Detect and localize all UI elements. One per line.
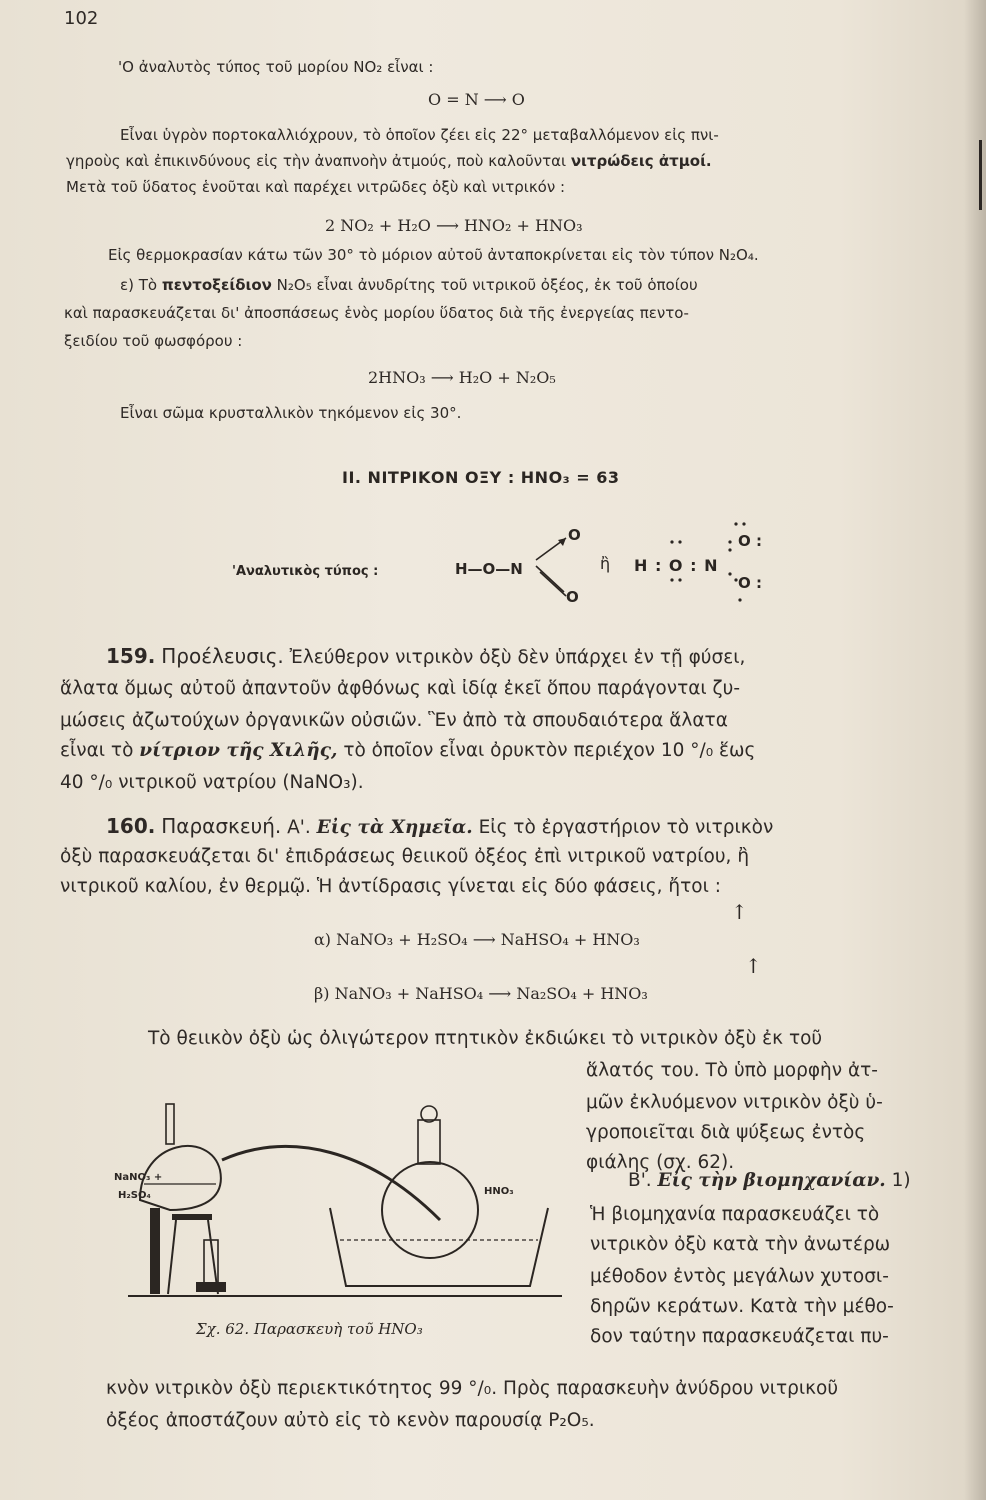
lewis-o-bottom: O : [738,574,762,592]
dot [670,578,673,581]
dot [738,598,741,601]
paragraph-line: μῶν ἐκλυόμενον νιτρικὸν ὀξὺ ὑ- [586,1092,883,1113]
equation: O = N ⟶ O [428,90,525,109]
section-title: ΙΙ. ΝΙΤΡΙΚΟΝ ΟΞΥ : HNO₃ = 63 [342,468,620,487]
paragraph-line: νιτρικοῦ καλίου, ἐν θερμῷ. Ἡ ἀντίδρασις γίνεται εἰς δύο φάσεις, ἤτοι : [60,876,721,897]
dot [728,540,731,543]
lewis-dots [660,516,770,606]
equation: 2 NO₂ + H₂O ⟶ HNO₂ + HNO₃ [325,216,583,235]
paragraph-line: νιτρικὸν ὀξὺ κατὰ τὴν ἀνωτέρω [590,1234,891,1255]
equation: 2HNO₃ ⟶ H₂O + N₂O₅ [368,368,556,387]
text-line: Εἰς θερμοκρασίαν κάτω τῶν 30° τὸ μόριον αὐτοῦ ἀνταποκρίνεται εἰς τὸν τύπον N₂O₄. [108,246,759,264]
water-funnel [418,1120,440,1164]
nitro-bonds-diagram [530,526,590,606]
lewis-formula: H : O : N [634,556,719,575]
dot [678,540,681,543]
paragraph-line: Τὸ θειικὸν ὀξὺ ὡς ὀλιγώτερον πτητικὸν ἐκδιώκει τὸ νιτρικὸν ὀξὺ ἐκ τοῦ [148,1028,823,1049]
dot [728,572,731,575]
paragraph-line: δηρῶν κεράτων. Κατὰ τὴν μέθο- [590,1296,894,1317]
paragraph-line: ὀξὺ παρασκευάζεται δι' ἐπιδράσεως θειικοῦ ὀξέος ἐπὶ νιτρικοῦ νατρίου, ἢ [60,846,750,867]
paragraph-line: Β'. Εἰς τὴν βιομηχανίαν. 1) [628,1170,911,1191]
figure-label: NaNO₃ + [114,1172,163,1183]
bond-line-down [536,566,564,592]
equation: α) NaNO₃ + H₂SO₄ ⟶ NaHSO₄ + HNO₃ [314,930,640,949]
atom-o-top: O [568,526,581,544]
up-arrow-icon: ↑ [731,900,748,924]
text-line: γηροὺς καὶ ἐπικινδύνους εἰς τὴν ἀναπνοὴν ἀτμούς, ποὺ καλοῦνται νιτρώδεις ἀτμοί. [66,152,712,170]
page-edge-shadow [964,0,986,1500]
text-line: ξειδίου τοῦ φωσφόρου : [64,332,243,350]
text-line: καὶ παρασκευάζεται δι' ἀποσπάσεως ἑνὸς μορίου ὕδατος διὰ τῆς ἐνεργείας πεντο- [64,304,689,322]
formula-label: 'Αναλυτικὸς τύπος : [232,564,379,579]
dot [734,522,737,525]
paragraph-line: δον ταύτην παρασκευάζεται πυ- [590,1326,889,1347]
paragraph-line: κνὸν νιτρικὸν ὀξὺ περιεκτικότητος 99 °/₀. Πρὸς παρασκευὴν ἀνύδρου νιτρικοῦ [106,1378,839,1399]
margin-mark [979,140,982,210]
dot [670,540,673,543]
paragraph-line: Ἡ βιομηχανία παρασκευάζει τὸ [590,1204,880,1225]
page-number: 102 [64,8,99,29]
thermometer-stopper [166,1104,174,1144]
structural-formula: H—O—N [455,560,523,578]
paragraph-line: 160. Παρασκευή. Α'. Εἰς τὰ Χημεῖα. Εἰς τὸ ἐργαστήριον τὸ νιτρικὸν [106,814,774,838]
paragraph-line: ἅλατός του. Τὸ ὑπὸ μορφὴν ἀτ- [586,1060,878,1081]
text-line: Εἶναι ὑγρὸν πορτοκαλλιόχρουν, τὸ ὁποῖον ζέει εἰς 22° μεταβαλλόμενον εἰς πνι- [120,126,719,144]
text-line: Εἶναι σῶμα κρυσταλλικὸν τηκόμενον εἰς 30°. [120,404,462,422]
text-line: ε) Τὸ πεντοξείδιον N₂O₅ εἶναι ἀνυδρίτης τοῦ νιτρικοῦ ὀξέος, ἐκ τοῦ ὁποίου [120,276,698,294]
atom-o-bottom: O [566,588,579,606]
figure-label: HNO₃ [484,1186,514,1197]
paragraph-line: ὀξέος ἀποστάζουν αὐτὸ εἰς τὸ κενὸν παρουσίᾳ P₂O₅. [106,1410,595,1431]
equation: β) NaNO₃ + NaHSO₄ ⟶ Na₂SO₄ + HNO₃ [314,984,648,1003]
paragraph-line: 40 °/₀ νιτρικοῦ νατρίου (NaNO₃). [60,772,364,793]
paragraph-line: 159. Προέλευσις. Ἐλεύθερον νιτρικὸν ὀξὺ δὲν ὑπάρχει ἐν τῇ φύσει, [106,644,746,668]
figure-caption: Σχ. 62. Παρασκευὴ τοῦ HNO₃ [196,1320,423,1338]
paragraph-line: ἅλατα ὅμως αὐτοῦ ἀπαντοῦν ἀφθόνως καὶ ἰδίᾳ ἐκεῖ ὅπου παράγονται ζυ- [60,678,740,699]
bond-line-down-double [540,572,566,596]
stand-leg [150,1208,160,1294]
distillation-apparatus-figure [110,1090,570,1310]
dot [734,578,737,581]
lewis-o-top: O : [738,532,762,550]
tripod-leg [168,1220,176,1294]
paragraph-line: γροποιεῖται διὰ ψύξεως ἐντὸς [586,1122,866,1143]
paragraph-line: μώσεις ἀζωτούχων ὀργανικῶν οὐσιῶν. Ἓν ἀπὸ τὰ σπουδαιότερα ἅλατα [60,710,728,731]
paragraph-line: εἶναι τὸ νίτριον τῆς Χιλῆς, τὸ ὁποῖον εἶναι ὀρυκτὸν περιέχον 10 °/₀ ἕως [60,740,756,761]
dot [742,522,745,525]
tripod-top [172,1214,212,1220]
figure-label: H₂SO₄ [118,1190,151,1201]
burner-base [196,1282,226,1292]
dot [728,548,731,551]
text-line: 'Ο ἀναλυτὸς τύπος τοῦ μορίου ΝΟ₂ εἶναι : [118,58,434,76]
paragraph-line: φιάλης (σχ. 62). [586,1152,735,1173]
paragraph-line: μέθοδον ἐντὸς μεγάλων χυτοσι- [590,1266,889,1287]
dot [678,578,681,581]
up-arrow-icon: ↑ [745,954,762,978]
text-line: Μετὰ τοῦ ὕδατος ἑνοῦται καὶ παρέχει νιτρῶδες ὀξὺ καὶ νιτρικόν : [66,178,566,196]
or-word: ἢ [600,554,611,573]
